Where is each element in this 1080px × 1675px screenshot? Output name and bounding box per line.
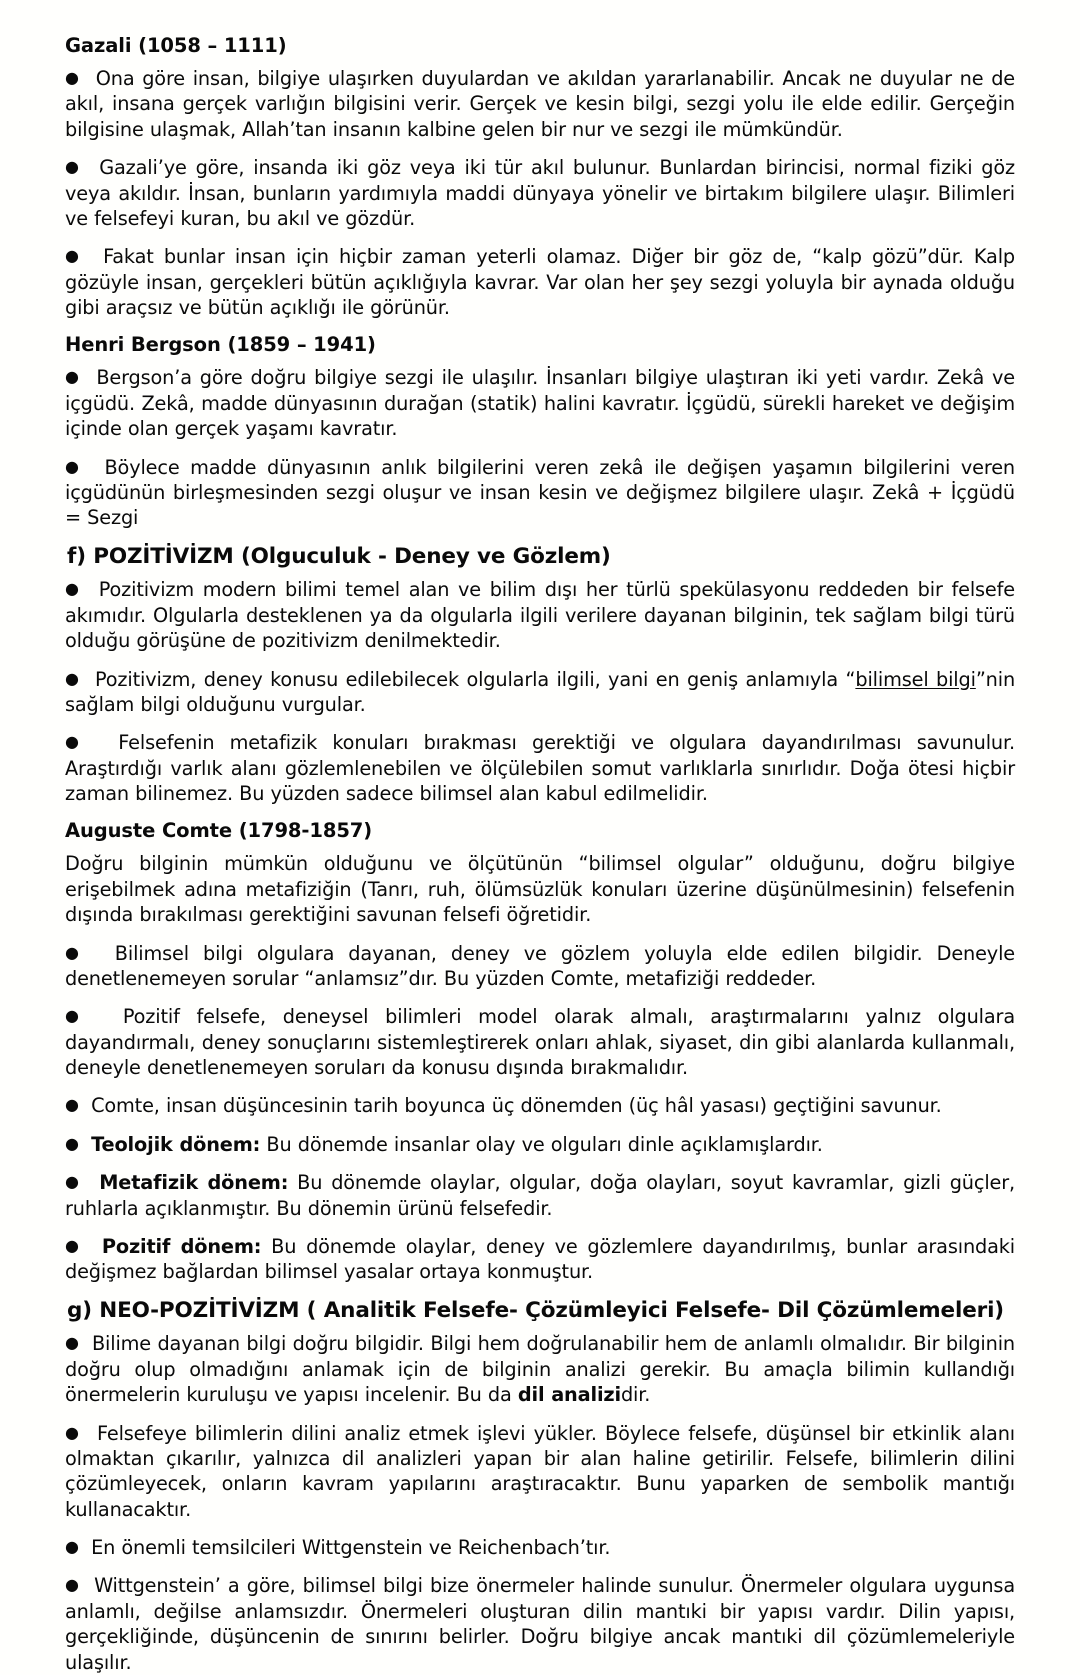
- bullet-icon: ●: [65, 942, 113, 962]
- pozitivizm-heading: f) POZİTİVİZM (Olguculuk - Deney ve Gözlem): [67, 543, 611, 569]
- comte-teolojik-bold-run: Teolojik dönem:: [91, 1132, 261, 1156]
- comte-pozitif: [65, 1234, 1015, 1285]
- pozitivizm-p2: [65, 667, 1015, 718]
- comte-teolojik: [65, 1132, 1015, 1157]
- pozitivizm-p2-text-run: Pozitivizm, deney konusu edilebilecek olgularla ilgili, yani en geniş anlamıyla “: [95, 667, 856, 691]
- bullet-icon: ●: [65, 1172, 98, 1192]
- comte-p0: Doğru bilginin mümkün olduğunu ve ölçütünün “bilimsel olgular” olduğunu, doğru bilgiye erişebilmek adına metafiziğin (Tanrı, ruh, ölümsüzlük konuları üzerine düşünülmesinin) felsefenin dışında bırakılması gerektiğini savunan felsefi öğretidir.: [65, 852, 1015, 927]
- bullet-icon: ●: [65, 1575, 93, 1595]
- bergson-heading: Henri Bergson (1859 – 1941): [65, 333, 376, 357]
- neo-p4: [65, 1573, 1015, 1675]
- neo-p1: [65, 1331, 1015, 1407]
- comte-pozitif-bold-run: Pozitif dönem:: [101, 1234, 262, 1258]
- bergson-p2-text: Böylece madde dünyasının anlık bilgilerini veren zekâ ile değişen yaşamın bilgilerini veren içgüdünün birleşmesinden sezgi oluşur ve insan kesin ve değişmez bilgilere ulaşır. Zekâ + İçgüdü = Sezgi: [65, 455, 1015, 530]
- bullet-icon: ●: [65, 1422, 95, 1442]
- pozitivizm-p2-text-run: ”nin sağlam bilgi olduğunu vurgular.: [65, 667, 1016, 716]
- neo-p3-text: En önemli temsilcileri Wittgenstein ve Reichenbach’tır.: [91, 1536, 611, 1560]
- bullet-icon: ●: [65, 246, 102, 266]
- comte-p3: [65, 1093, 1015, 1118]
- comte-pozitif-text-run: Bu dönemde olaylar, deney ve gözlemlere dayandırılmış, bunlar arasındaki değişmez bağlardan bilimsel yasalar ortaya konmuştur.: [65, 1234, 1015, 1284]
- gazali-p1: [65, 66, 1015, 142]
- gazali-heading: Gazali (1058 – 1111): [65, 34, 287, 57]
- neopozitivizm-heading: g) NEO-POZİTİVİZM ( Analitik Felsefe- Çözümleyici Felsefe- Dil Çözümlemeleri): [67, 1297, 1004, 1323]
- bullet-icon: ●: [65, 732, 117, 752]
- bullet-icon: ●: [65, 1095, 90, 1115]
- neo-p1-text-run: dir.: [620, 1383, 651, 1407]
- comte-metafizik: [65, 1170, 1015, 1221]
- document-content: [65, 34, 1015, 1675]
- bullet-icon: ●: [65, 1006, 121, 1026]
- pozitivizm-p2-underline-run: bilimsel bilgi: [855, 667, 976, 691]
- bergson-p2: [65, 455, 1015, 531]
- bullet-icon: ●: [65, 68, 94, 87]
- bullet-icon: ●: [65, 1235, 100, 1255]
- comte-p3-text: Comte, insan düşüncesinin tarih boyunca üç dönemden (üç hâl yasası) geçtiğini savunur.: [91, 1094, 942, 1118]
- comte-teolojik-text-run: Bu dönemde insanlar olay ve olguları dinle açıklamışlardır.: [260, 1132, 823, 1156]
- gazali-p2: [65, 155, 1015, 231]
- gazali-p3-text: Fakat bunlar insan için hiçbir zaman yeterli olamaz. Diğer bir göz de, “kalp gözü”dür. Kalp gözüyle insan, gerçekleri bütün açıklığıyla kavrar. Var olan her şey sezgi yoluyla bir aynada olduğu gibi araçsız ve bütün açıklığı ile görünür.: [65, 245, 1015, 319]
- comte-p2: [65, 1004, 1015, 1080]
- bergson-p1-text: Bergson’a göre doğru bilgiye sezgi ile ulaşılır. İnsanları bilgiye ulaştıran iki yeti vardır. Zekâ ve içgüdü. Zekâ, madde dünyasının durağan (statik) halini kavratır. İçgüdü, sürekli hareket ve değişim içinde olan gerçek yaşamı kavratır.: [65, 366, 1016, 441]
- comte-p1: [65, 941, 1015, 992]
- neo-p1-text-run: Bilime dayanan bilgi doğru bilgidir. Bilgi hem doğrulanabilir hem de anlamlı olmalıdır. Bir bilginin doğru olup olmadığını anlamak için de bilginin analizi gerekir. Bu amaçla bilimin kullandığı önermelerin kuruluşu ve yapısı incelenir. Bu da: [65, 1332, 1015, 1407]
- pozitivizm-p3: [65, 730, 1015, 806]
- gazali-p2-text: Gazali’ye göre, insanda iki göz veya iki tür akıl bulunur. Bunlardan birincisi, normal fiziki göz veya akıldır. İnsan, bunların yardımıyla maddi dünyaya yönelir ve birtakım bilgilere ulaşır. Bilimleri ve felsefeyi kuran, bu akıl ve gözdür.: [65, 156, 1015, 230]
- bullet-icon: ●: [65, 1333, 90, 1353]
- gazali-p3: [65, 244, 1015, 320]
- comte-p1-text: Bilimsel bilgi olgulara dayanan, deney ve gözlem yoluyla elde edilen bilgidir. Deneyle denetlenemeyen sorular “anlamsız”dır. Bu yüzden Comte, metafiziği reddeder.: [65, 941, 1015, 990]
- comte-metafizik-bold-run: Metafizik dönem:: [99, 1171, 289, 1195]
- bullet-icon: ●: [65, 668, 93, 688]
- bullet-icon: ●: [65, 579, 97, 599]
- comte-heading: Auguste Comte (1798-1857): [65, 819, 373, 843]
- bullet-icon: ●: [65, 157, 98, 177]
- neo-p2: [65, 1421, 1015, 1523]
- neo-p4-text: Wittgenstein’ a göre, bilimsel bilgi bize önermeler halinde sunulur. Önermeler olgulara uygunsa anlamlı, değilse anlamsızdır. Önermeleri oluşturan dilin mantıki bir yapısı vardır. Dilin yapısı, gerçekliğinde, düşüncenin de sınırını belirler. Doğru bilgiye ancak mantıki dil çözümlemeleriyle ulaşılır.: [65, 1574, 1015, 1674]
- bullet-icon: ●: [65, 367, 95, 387]
- bullet-icon: ●: [65, 456, 103, 476]
- neo-p2-text: Felsefeye bilimlerin dilini analiz etmek işlevi yükler. Böylece felsefe, düşünsel bir etkinlik alanı olmaktan çıkarılır, yalnızca dil analizleri yapan bir alan haline getirilir. Felsefe, bilimlerin dilini çözümleyecek, onların kavram yapılarını araştıracaktır. Bunu yaparken de sembolik mantığı kullanacaktır.: [65, 1421, 1015, 1521]
- bullet-icon: ●: [65, 1133, 90, 1153]
- neo-p3: [65, 1535, 1015, 1560]
- bullet-icon: ●: [65, 1537, 90, 1557]
- pozitivizm-p1: [65, 577, 1015, 653]
- pozitivizm-p1-text: Pozitivizm modern bilimi temel alan ve bilim dışı her türlü spekülasyonu reddeden bir felsefe akımıdır. Olgularla desteklenen ya da olgularla ilgili verilere dayanan bilginin, tek sağlam bilgi türü olduğu görüşüne de pozitivizm denilmektedir.: [65, 578, 1015, 653]
- neo-p1-bold-run: dil analizi: [517, 1383, 621, 1407]
- pozitivizm-p3-text: Felsefenin metafizik konuları bırakması gerektiği ve olgulara dayandırılması savunulur. Araştırdığı varlık alanı gözlemlenebilen ve ölçülebilen somut varlıklarla sınırlıdır. Doğa ötesi hiçbir zaman bilinemez. Bu yüzden sadece bilimsel alan kabul edilmelidir.: [65, 731, 1015, 806]
- bergson-p1: [65, 365, 1015, 441]
- comte-p2-text: Pozitif felsefe, deneysel bilimleri model olarak almalı, araştırmalarını yalnız olgulara dayandırmalı, deney sonuçlarını sistemleştirerek onları ahlak, siyaset, din gibi alanlarda kullanmalı, deneyle denetlenemeyen soruları da konusu dışında bırakmalıdır.: [65, 1005, 1015, 1080]
- gazali-p1-text: Ona göre insan, bilgiye ulaşırken duyulardan ve akıldan yararlanabilir. Ancak ne duyular ne de akıl, insana gerçek varlığın bilgisini verir. Gerçek ve kesin bilgi, sezgi yolu ile elde edilir. Gerçeğin bilgisine ulaşmak, Allah’tan insanın kalbine gelen bir nur ve sezgi ile mümkündür.: [65, 67, 1015, 141]
- comte-metafizik-text-run: Bu dönemde olaylar, olgular, doğa olayları, soyut kavramlar, gizli güçler, ruhlarla açıklanmıştır. Bu dönemin ürünü felsefedir.: [65, 1171, 1015, 1220]
